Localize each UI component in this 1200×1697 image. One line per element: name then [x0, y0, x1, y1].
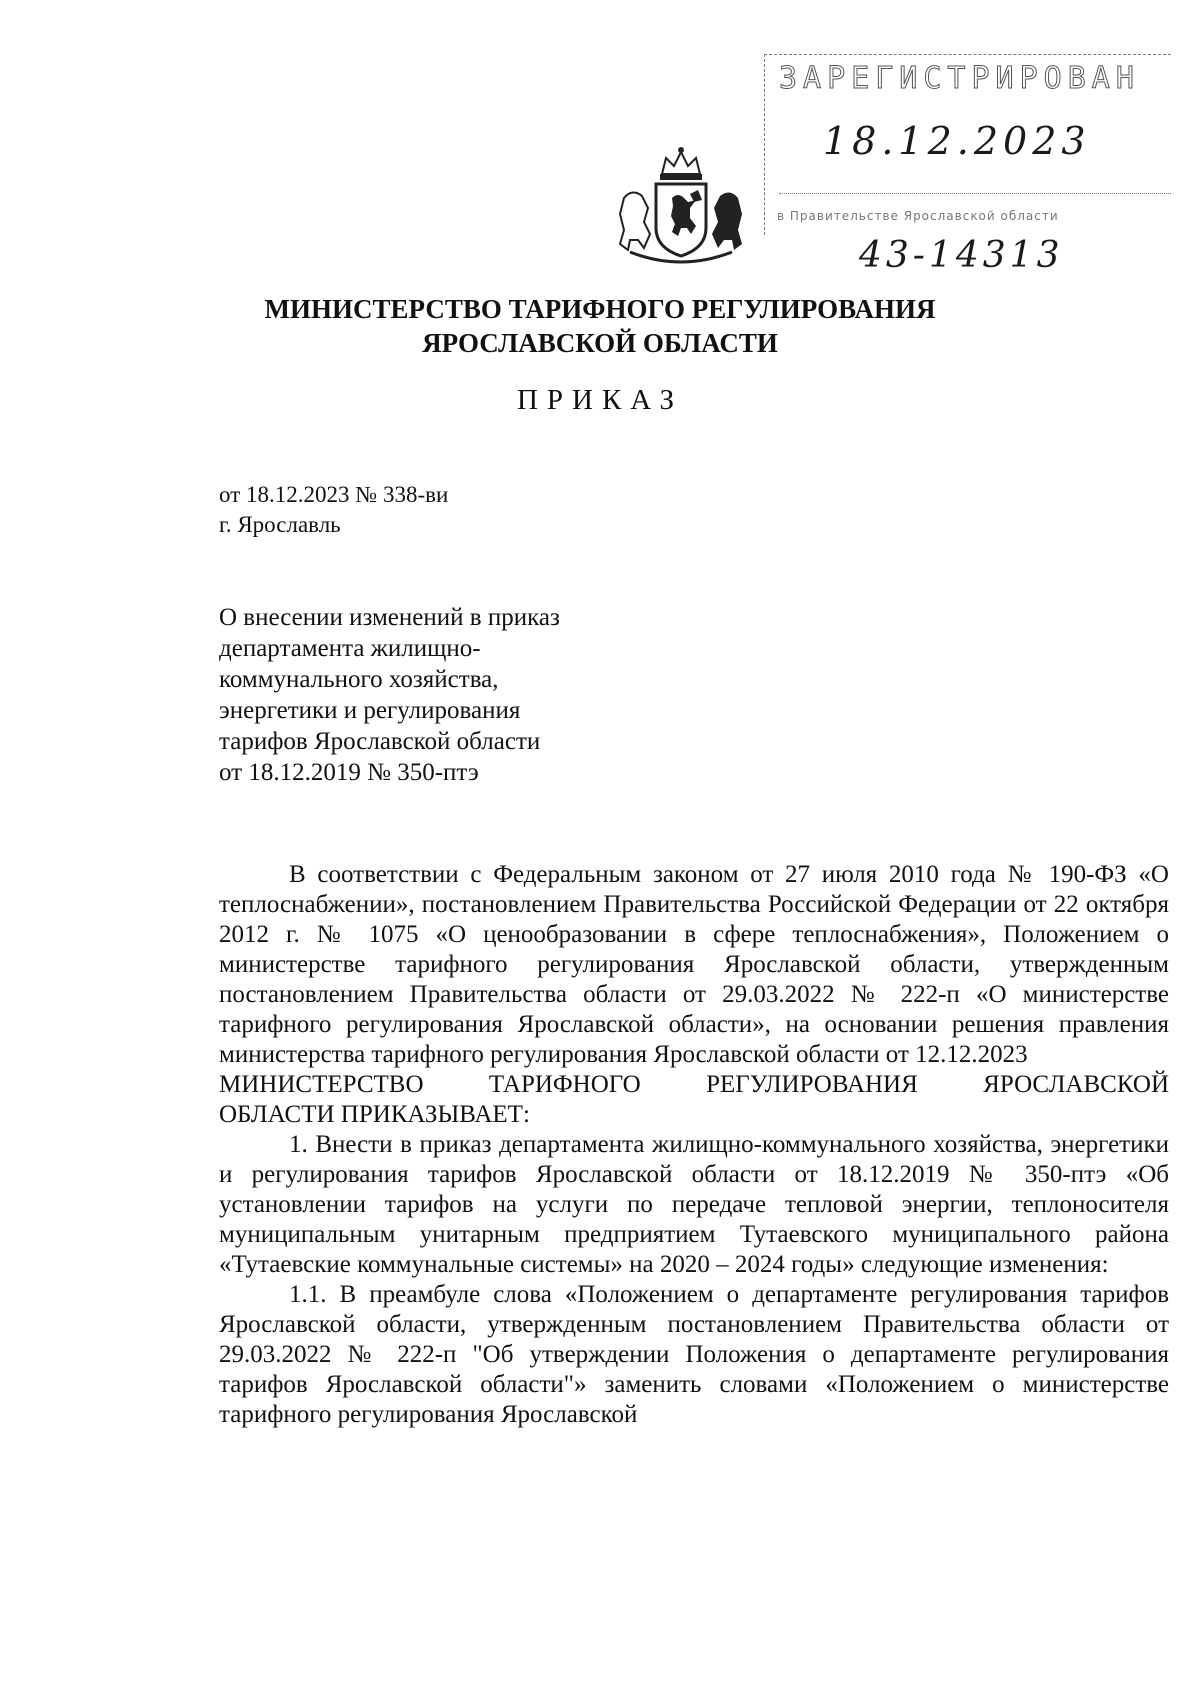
stamp-date: 18.12.2023: [823, 119, 1091, 163]
document-subject: [219, 602, 739, 788]
date-and-number: от 18.12.2023 № 338-ви: [219, 482, 449, 507]
subject-line: департамента жилищно-: [219, 635, 481, 662]
preamble-paragraph: В соответствии с Федеральным законом от 27 июля 2010 года № 190-ФЗ «О теплоснабжении», постановлением Правительства Российской Федерации от 22 октября 2012 г. № 1075 «О ценообразовании в сфере теплоснабжения», Положением о министерстве тарифного регулирования Ярославской области, утвержденным постановлением Правительства области от 29.03.2022 № 222-п «О министерстве тарифного регулирования Ярославской области», на основании решения правления министерства тарифного регулирования Ярославской области от 12.12.2023: [219, 861, 1169, 1068]
document-meta: [219, 480, 819, 540]
ministry-name: [200, 292, 1000, 360]
item-1-1-paragraph: 1.1. В преамбуле слова «Положением о департаменте регулирования тарифов Ярославской области, утвержденным постановлением Правительства области от 29.03.2022 № 222-п "Об утверждении Положения о департаменте регулирования тарифов Ярославской области"» заменить словами «Положением о министерстве тарифного регулирования Ярославской: [219, 1281, 1169, 1428]
subject-line: тарифов Ярославской области: [219, 728, 541, 755]
stamp-number: 43-14313: [859, 235, 1064, 276]
stamp-divider: [779, 193, 1171, 194]
stamp-subtitle: в Правительстве Ярославской области: [777, 209, 1059, 223]
order-statement-line-1: МИНИСТЕРСТВО ТАРИФНОГО РЕГУЛИРОВАНИЯ ЯРОСЛАВСКОЙ: [219, 1071, 1169, 1098]
stamp-header: ЗАРЕГИСТРИРОВАН: [779, 61, 1140, 96]
item-1-paragraph: 1. Внести в приказ департамента жилищно-коммунального хозяйства, энергетики и регулирования тарифов Ярославской области от 18.12.2019 № 350-птэ «Об установлении тарифов на услуги по передаче тепловой энергии, теплоносителя муниципальным унитарным предприятием Тутаевского муниципального района «Тутаевские коммунальные системы» на 2020 – 2024 годы» следующие изменения:: [219, 1131, 1169, 1278]
yaroslavl-coat-of-arms-icon: [616, 140, 746, 268]
ministry-line-1: МИНИСТЕРСТВО ТАРИФНОГО РЕГУЛИРОВАНИЯ: [264, 294, 936, 324]
document-type: ПРИКАЗ: [516, 384, 684, 416]
order-statement-line-2: ОБЛАСТИ ПРИКАЗЫВАЕТ:: [219, 1101, 530, 1128]
ministry-line-2: ЯРОСЛАВСКОЙ ОБЛАСТИ: [422, 328, 778, 358]
subject-line: энергетики и регулирования: [219, 697, 521, 724]
city: г. Ярославль: [219, 512, 341, 537]
subject-line: от 18.12.2019 № 350-птэ: [219, 759, 479, 786]
subject-line: коммунального хозяйства,: [219, 666, 499, 693]
registration-stamp: [764, 54, 1171, 276]
subject-line: О внесении изменений в приказ: [219, 604, 560, 631]
document-body: [219, 860, 1169, 1430]
